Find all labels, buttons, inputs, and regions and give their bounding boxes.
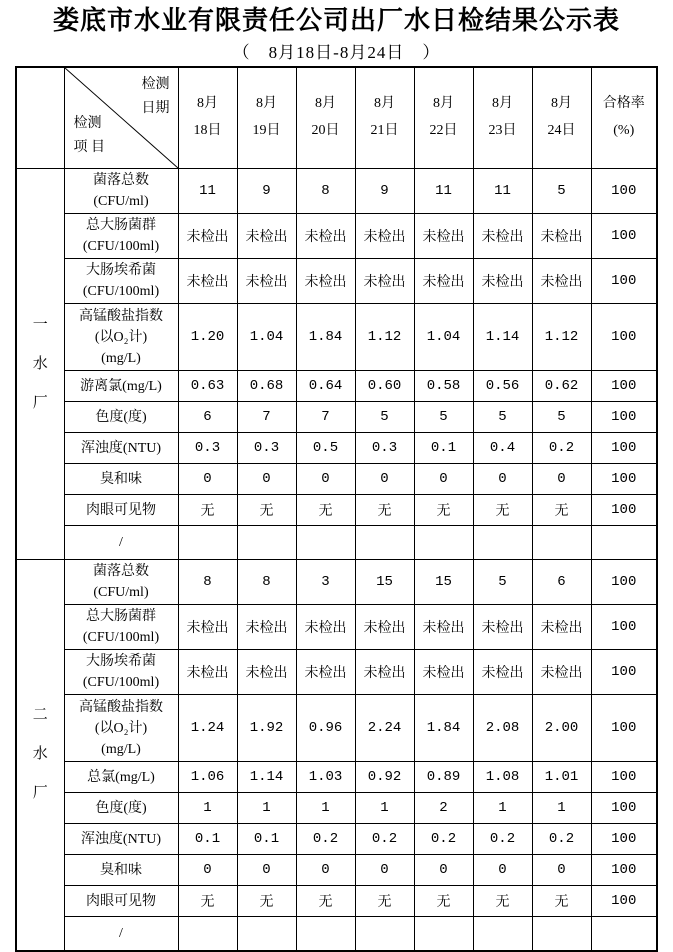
value-cell: 未检出 bbox=[296, 259, 355, 304]
value-cell: 无 bbox=[532, 495, 591, 526]
table-row bbox=[16, 433, 657, 464]
value-cell: 未检出 bbox=[414, 605, 473, 650]
corner-date-line1: 检测 bbox=[141, 76, 170, 92]
item-cell bbox=[64, 464, 178, 495]
value-cell: 1.20 bbox=[178, 304, 237, 371]
value-cell: 15 bbox=[355, 560, 414, 605]
rate-cell: 100 bbox=[591, 214, 657, 259]
value-cell: 未检出 bbox=[355, 605, 414, 650]
value-cell: 0.2 bbox=[355, 824, 414, 855]
value-cell: 1 bbox=[296, 793, 355, 824]
table-row bbox=[16, 650, 657, 695]
item-label-line: (mg/L) bbox=[101, 741, 141, 757]
value-cell bbox=[532, 526, 591, 560]
item-cell bbox=[64, 650, 178, 695]
value-cell: 1 bbox=[178, 793, 237, 824]
date-day: 20日 bbox=[311, 122, 340, 138]
item-label-line: 大肠埃希菌 bbox=[86, 654, 156, 669]
date-header bbox=[532, 67, 591, 169]
rate-cell: 100 bbox=[591, 495, 657, 526]
table-row bbox=[16, 464, 657, 495]
plant-char: 水 bbox=[32, 746, 48, 763]
value-cell: 0 bbox=[532, 464, 591, 495]
value-cell: 0.1 bbox=[237, 824, 296, 855]
item-cell bbox=[64, 433, 178, 464]
date-month: 8月 bbox=[197, 96, 218, 112]
table-row bbox=[16, 762, 657, 793]
item-cell bbox=[64, 526, 178, 560]
corner-item-label bbox=[74, 112, 106, 161]
rate-cell: 100 bbox=[591, 762, 657, 793]
date-month: 8月 bbox=[492, 96, 513, 112]
item-cell bbox=[64, 917, 178, 951]
item-cell bbox=[64, 695, 178, 762]
plant-char: 厂 bbox=[32, 785, 48, 802]
rate-header-line1: 合格率 bbox=[602, 96, 645, 112]
value-cell: 1.04 bbox=[414, 304, 473, 371]
header-row bbox=[16, 67, 657, 169]
item-label-line: 高锰酸盐指数 bbox=[79, 699, 163, 715]
item-label-line: (以O₂计) bbox=[94, 329, 148, 345]
value-cell: 0 bbox=[178, 855, 237, 886]
date-day: 18日 bbox=[193, 122, 222, 138]
item-label-line: 肉眼可见物 bbox=[86, 502, 156, 518]
value-cell: 未检出 bbox=[237, 259, 296, 304]
value-cell: 1.92 bbox=[237, 695, 296, 762]
value-cell: 1 bbox=[355, 793, 414, 824]
date-month: 8月 bbox=[315, 96, 336, 112]
rate-cell: 100 bbox=[591, 650, 657, 695]
date-day: 24日 bbox=[547, 122, 576, 138]
value-cell: 未检出 bbox=[473, 214, 532, 259]
value-cell bbox=[414, 526, 473, 560]
item-label-line: (CFU/100ml) bbox=[82, 284, 160, 299]
value-cell: 未检出 bbox=[355, 259, 414, 304]
value-cell: 0.4 bbox=[473, 433, 532, 464]
value-cell: 1.24 bbox=[178, 695, 237, 762]
plant-cell bbox=[16, 560, 64, 951]
value-cell: 0.2 bbox=[473, 824, 532, 855]
rate-cell: 100 bbox=[591, 464, 657, 495]
value-cell: 未检出 bbox=[237, 650, 296, 695]
value-cell: 未检出 bbox=[532, 605, 591, 650]
item-cell bbox=[64, 605, 178, 650]
table-row bbox=[16, 214, 657, 259]
date-month: 8月 bbox=[256, 96, 277, 112]
value-cell: 无 bbox=[178, 886, 237, 917]
date-day: 23日 bbox=[488, 122, 517, 138]
value-cell: 0 bbox=[355, 464, 414, 495]
rate-cell: 100 bbox=[591, 371, 657, 402]
value-cell: 0 bbox=[178, 464, 237, 495]
item-label-line: 色度(度) bbox=[95, 800, 147, 816]
date-month: 8月 bbox=[433, 96, 454, 112]
item-label-line: 总大肠菌群 bbox=[86, 609, 156, 624]
value-cell: 5 bbox=[532, 402, 591, 433]
corner-item-line2: 项 目 bbox=[73, 140, 105, 156]
value-cell: 0 bbox=[296, 464, 355, 495]
rate-header-line2: (%) bbox=[613, 122, 635, 138]
value-cell: 5 bbox=[355, 402, 414, 433]
rate-cell: 100 bbox=[591, 560, 657, 605]
value-cell: 0.3 bbox=[178, 433, 237, 464]
value-cell: 6 bbox=[178, 402, 237, 433]
value-cell: 11 bbox=[414, 169, 473, 214]
value-cell: 5 bbox=[473, 560, 532, 605]
value-cell: 9 bbox=[237, 169, 296, 214]
table-row bbox=[16, 526, 657, 560]
value-cell: 0.3 bbox=[237, 433, 296, 464]
item-label-line: (mg/L) bbox=[101, 350, 141, 366]
item-label-line: 色度(度) bbox=[95, 409, 147, 425]
value-cell bbox=[178, 917, 237, 951]
value-cell: 无 bbox=[237, 886, 296, 917]
value-cell: 0 bbox=[473, 855, 532, 886]
item-cell bbox=[64, 495, 178, 526]
corner-cell bbox=[64, 67, 178, 169]
value-cell bbox=[355, 917, 414, 951]
item-label-line: 总氯(mg/L) bbox=[87, 769, 155, 785]
item-label-line: 高锰酸盐指数 bbox=[79, 308, 163, 324]
value-cell: 未检出 bbox=[355, 650, 414, 695]
date-day: 21日 bbox=[370, 122, 399, 138]
value-cell: 无 bbox=[296, 495, 355, 526]
value-cell: 未检出 bbox=[178, 214, 237, 259]
value-cell: 未检出 bbox=[473, 650, 532, 695]
results-table bbox=[15, 66, 658, 952]
value-cell bbox=[532, 917, 591, 951]
item-cell bbox=[64, 793, 178, 824]
value-cell: 3 bbox=[296, 560, 355, 605]
value-cell: 2.24 bbox=[355, 695, 414, 762]
table-row bbox=[16, 259, 657, 304]
value-cell: 0.92 bbox=[355, 762, 414, 793]
item-label-line: 菌落总数 bbox=[93, 564, 149, 579]
value-cell: 1 bbox=[532, 793, 591, 824]
value-cell: 2 bbox=[414, 793, 473, 824]
value-cell: 无 bbox=[473, 495, 532, 526]
table-row bbox=[16, 855, 657, 886]
value-cell: 1.14 bbox=[473, 304, 532, 371]
item-label-line: (CFU/ml) bbox=[93, 585, 149, 600]
value-cell: 11 bbox=[178, 169, 237, 214]
item-cell bbox=[64, 304, 178, 371]
rate-cell: 100 bbox=[591, 886, 657, 917]
item-label-line: (CFU/ml) bbox=[93, 194, 149, 209]
item-label-line: 肉眼可见物 bbox=[86, 893, 156, 909]
item-label-line: 大肠埃希菌 bbox=[86, 263, 156, 278]
value-cell: 7 bbox=[296, 402, 355, 433]
corner-date-label bbox=[142, 73, 170, 122]
item-label-line: (CFU/100ml) bbox=[82, 239, 160, 254]
value-cell bbox=[237, 917, 296, 951]
table-row bbox=[16, 495, 657, 526]
value-cell bbox=[473, 526, 532, 560]
value-cell: 无 bbox=[355, 495, 414, 526]
value-cell bbox=[355, 526, 414, 560]
item-label-line: / bbox=[119, 925, 123, 941]
item-label-line: 总大肠菌群 bbox=[86, 218, 156, 233]
item-label-line: (CFU/100ml) bbox=[82, 675, 160, 690]
date-header bbox=[414, 67, 473, 169]
item-cell bbox=[64, 402, 178, 433]
item-cell bbox=[64, 259, 178, 304]
value-cell: 0 bbox=[414, 855, 473, 886]
rate-cell: 100 bbox=[591, 793, 657, 824]
value-cell: 无 bbox=[178, 495, 237, 526]
table-row bbox=[16, 793, 657, 824]
item-label-line: 游离氯(mg/L) bbox=[80, 378, 162, 394]
item-cell bbox=[64, 762, 178, 793]
value-cell: 5 bbox=[414, 402, 473, 433]
value-cell: 1.84 bbox=[414, 695, 473, 762]
value-cell bbox=[473, 917, 532, 951]
value-cell: 1.14 bbox=[237, 762, 296, 793]
corner-item-line1: 检测 bbox=[73, 115, 102, 131]
value-cell: 未检出 bbox=[296, 214, 355, 259]
rate-cell: 100 bbox=[591, 169, 657, 214]
rate-cell: 100 bbox=[591, 695, 657, 762]
value-cell: 未检出 bbox=[473, 259, 532, 304]
value-cell: 未检出 bbox=[296, 605, 355, 650]
date-month: 8月 bbox=[551, 96, 572, 112]
value-cell: 9 bbox=[355, 169, 414, 214]
value-cell: 1.12 bbox=[355, 304, 414, 371]
value-cell: 1.03 bbox=[296, 762, 355, 793]
value-cell: 15 bbox=[414, 560, 473, 605]
value-cell: 未检出 bbox=[355, 214, 414, 259]
value-cell: 2.08 bbox=[473, 695, 532, 762]
rate-cell bbox=[591, 917, 657, 951]
rate-cell: 100 bbox=[591, 855, 657, 886]
value-cell: 未检出 bbox=[532, 259, 591, 304]
value-cell: 1.01 bbox=[532, 762, 591, 793]
table-row bbox=[16, 560, 657, 605]
value-cell: 0 bbox=[414, 464, 473, 495]
value-cell: 0.64 bbox=[296, 371, 355, 402]
value-cell: 无 bbox=[296, 886, 355, 917]
value-cell: 0.5 bbox=[296, 433, 355, 464]
value-cell: 1 bbox=[473, 793, 532, 824]
item-label-line: (CFU/100ml) bbox=[82, 630, 160, 645]
value-cell bbox=[296, 917, 355, 951]
value-cell: 0 bbox=[355, 855, 414, 886]
table-row bbox=[16, 402, 657, 433]
value-cell: 0.89 bbox=[414, 762, 473, 793]
value-cell: 2.00 bbox=[532, 695, 591, 762]
page-title: 娄底市水业有限责任公司出厂水日检结果公示表 bbox=[52, 5, 620, 35]
date-header bbox=[473, 67, 532, 169]
value-cell: 未检出 bbox=[178, 650, 237, 695]
table-row bbox=[16, 169, 657, 214]
value-cell: 无 bbox=[414, 495, 473, 526]
value-cell: 0.62 bbox=[532, 371, 591, 402]
item-cell bbox=[64, 371, 178, 402]
table-row bbox=[16, 824, 657, 855]
value-cell: 1 bbox=[237, 793, 296, 824]
value-cell: 5 bbox=[532, 169, 591, 214]
value-cell bbox=[178, 526, 237, 560]
value-cell: 1.84 bbox=[296, 304, 355, 371]
value-cell: 无 bbox=[532, 886, 591, 917]
item-label-line: (以O₂计) bbox=[94, 720, 148, 736]
value-cell: 0.63 bbox=[178, 371, 237, 402]
plant-char: 水 bbox=[32, 355, 48, 372]
date-day: 22日 bbox=[429, 122, 458, 138]
rate-cell: 100 bbox=[591, 259, 657, 304]
value-cell: 0 bbox=[296, 855, 355, 886]
rate-cell: 100 bbox=[591, 304, 657, 371]
value-cell: 无 bbox=[414, 886, 473, 917]
value-cell: 5 bbox=[473, 402, 532, 433]
table-row bbox=[16, 886, 657, 917]
value-cell: 未检出 bbox=[414, 650, 473, 695]
plant-header-cell bbox=[16, 67, 64, 169]
value-cell: 1.08 bbox=[473, 762, 532, 793]
value-cell: 0 bbox=[237, 855, 296, 886]
value-cell: 0.60 bbox=[355, 371, 414, 402]
value-cell: 7 bbox=[237, 402, 296, 433]
plant-char: 一 bbox=[32, 316, 48, 333]
item-cell bbox=[64, 214, 178, 259]
value-cell: 1.12 bbox=[532, 304, 591, 371]
value-cell: 8 bbox=[296, 169, 355, 214]
value-cell: 1.04 bbox=[237, 304, 296, 371]
date-header bbox=[178, 67, 237, 169]
value-cell: 0.2 bbox=[296, 824, 355, 855]
item-cell bbox=[64, 855, 178, 886]
plant-char: 二 bbox=[32, 707, 48, 724]
item-cell bbox=[64, 560, 178, 605]
value-cell: 0.3 bbox=[355, 433, 414, 464]
value-cell: 0 bbox=[473, 464, 532, 495]
date-header bbox=[296, 67, 355, 169]
table-row bbox=[16, 304, 657, 371]
item-label-line: 浑浊度(NTU) bbox=[80, 831, 162, 847]
plant-cell bbox=[16, 169, 64, 560]
value-cell: 无 bbox=[473, 886, 532, 917]
value-cell bbox=[414, 917, 473, 951]
date-month: 8月 bbox=[374, 96, 395, 112]
value-cell: 未检出 bbox=[414, 214, 473, 259]
item-cell bbox=[64, 169, 178, 214]
rate-cell: 100 bbox=[591, 402, 657, 433]
item-cell bbox=[64, 824, 178, 855]
value-cell: 0.2 bbox=[532, 824, 591, 855]
value-cell: 0 bbox=[237, 464, 296, 495]
value-cell: 0.2 bbox=[532, 433, 591, 464]
value-cell: 8 bbox=[178, 560, 237, 605]
value-cell: 0.68 bbox=[237, 371, 296, 402]
value-cell: 未检出 bbox=[532, 214, 591, 259]
rate-cell: 100 bbox=[591, 824, 657, 855]
rate-cell: 100 bbox=[591, 605, 657, 650]
rate-cell: 100 bbox=[591, 433, 657, 464]
value-cell: 6 bbox=[532, 560, 591, 605]
value-cell: 未检出 bbox=[296, 650, 355, 695]
table-row bbox=[16, 917, 657, 951]
value-cell: 0 bbox=[532, 855, 591, 886]
item-cell bbox=[64, 886, 178, 917]
value-cell: 0.96 bbox=[296, 695, 355, 762]
value-cell: 未检出 bbox=[178, 605, 237, 650]
rate-cell bbox=[591, 526, 657, 560]
value-cell: 未检出 bbox=[237, 214, 296, 259]
item-label-line: 臭和味 bbox=[100, 471, 142, 487]
value-cell: 11 bbox=[473, 169, 532, 214]
value-cell: 8 bbox=[237, 560, 296, 605]
value-cell: 0.2 bbox=[414, 824, 473, 855]
item-label-line: 菌落总数 bbox=[93, 173, 149, 188]
value-cell bbox=[296, 526, 355, 560]
date-header bbox=[355, 67, 414, 169]
item-label-line: 浑浊度(NTU) bbox=[80, 440, 162, 456]
value-cell: 0.56 bbox=[473, 371, 532, 402]
table-row bbox=[16, 371, 657, 402]
table-row bbox=[16, 695, 657, 762]
date-day: 19日 bbox=[252, 122, 281, 138]
item-label-line: 臭和味 bbox=[100, 862, 142, 878]
date-header bbox=[237, 67, 296, 169]
value-cell bbox=[237, 526, 296, 560]
value-cell: 未检出 bbox=[178, 259, 237, 304]
page-subtitle: （ 8月18日-8月24日 ） bbox=[232, 42, 441, 62]
value-cell: 1.06 bbox=[178, 762, 237, 793]
rate-header bbox=[591, 67, 657, 169]
table-row bbox=[16, 605, 657, 650]
value-cell: 0.58 bbox=[414, 371, 473, 402]
value-cell: 无 bbox=[355, 886, 414, 917]
value-cell: 未检出 bbox=[414, 259, 473, 304]
value-cell: 0.1 bbox=[178, 824, 237, 855]
value-cell: 未检出 bbox=[473, 605, 532, 650]
plant-char: 厂 bbox=[32, 394, 48, 411]
corner-date-line2: 日期 bbox=[141, 101, 170, 117]
value-cell: 未检出 bbox=[532, 650, 591, 695]
value-cell: 无 bbox=[237, 495, 296, 526]
item-label-line: / bbox=[119, 535, 123, 550]
value-cell: 未检出 bbox=[237, 605, 296, 650]
value-cell: 0.1 bbox=[414, 433, 473, 464]
